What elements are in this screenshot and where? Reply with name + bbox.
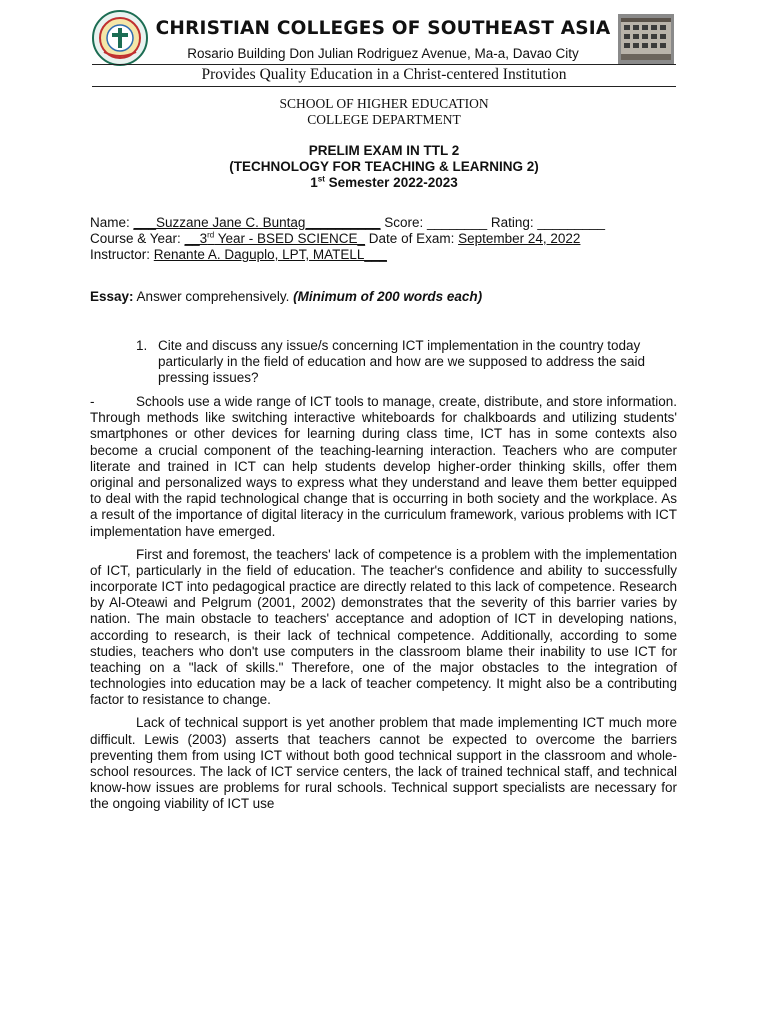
answer-paragraph — [90, 394, 677, 540]
question-text: Cite and discuss any issue/s concerning ICT implementation in the country today particularly in the field of education and how are we supposed to address the said pressing issues? — [158, 338, 646, 385]
building-photo-icon — [618, 14, 674, 64]
score-label: Score: — [380, 215, 428, 230]
institution-name: CHRISTIAN COLLEGES OF SOUTHEAST ASIA — [155, 18, 611, 39]
essay-instruction-text: Answer comprehensively. — [133, 289, 294, 304]
info-row-course — [90, 231, 690, 247]
institution-address: Rosario Building Don Julian Rodriguez Avenue, Ma-a, Davao City — [187, 46, 579, 61]
school-name: SCHOOL OF HIGHER EDUCATION — [279, 96, 489, 111]
answer-paragraph: Lack of technical support is yet another problem that made implementing ICT much more difficult. Lewis (2003) asserts that teachers cannot be expected to overcome the barriers preventing them from using ICT without both good technical support in the classroom and whole-school resources. The lack of ICT service centers, the lack of trained technical staff, and technical know-how issues are problems for rural schools. Technical support specialists are necessary for the ongoing viability of ICT use — [90, 715, 677, 812]
essay-label: Essay: — [90, 289, 134, 304]
school-block — [92, 96, 676, 128]
course-year-number: __3 — [184, 231, 208, 246]
name-label: Name: — [90, 215, 134, 230]
question-item — [136, 338, 676, 386]
course-label: Course & Year: — [90, 231, 185, 246]
rating-label: Rating: — [487, 215, 538, 230]
semester-text: Semester 2022-2023 — [324, 175, 458, 190]
essay-instruction — [90, 289, 482, 304]
date-label: Date of Exam: — [365, 231, 459, 246]
department-name: COLLEGE DEPARTMENT — [307, 112, 461, 127]
header-divider-bottom — [92, 86, 676, 87]
exam-subtitle: (TECHNOLOGY FOR TEACHING & LEARNING 2) — [229, 159, 539, 174]
exam-title: PRELIM EXAM IN TTL 2 — [308, 143, 460, 158]
score-value: ________ — [427, 215, 488, 230]
answer-paragraph-1-text: Schools use a wide range of ICT tools to manage, create, distribute, and store information. Through methods like switching interactive whiteboards for chalkboards and utilizing students' smartphones or other devices for learning during class time, ICT has in some contexts also become a crucial component of the teaching-learning interaction. Teachers who are computer literate and trained in ICT can help students develop higher-order thinking skills, offer them original and personalized ways to express what they understand and leave them better equipped to deal with the rapid technological change that is occurring in both society and the workplace. As a result of the importance of digital literacy in the curriculum framework, various problems with ICT implementation have emerged. — [90, 394, 677, 539]
answer-body — [90, 394, 677, 819]
info-row-instructor — [90, 247, 690, 263]
course-program: Year - BSED SCIENCE_ — [214, 231, 366, 246]
name-value: ___Suzzane Jane C. Buntag__________ — [133, 215, 381, 230]
header-divider-top — [92, 64, 676, 65]
course-value — [185, 231, 365, 246]
seal-logo-icon — [92, 10, 148, 66]
semester-suffix: st — [317, 174, 325, 184]
essay-word-note: (Minimum of 200 words each) — [293, 289, 483, 304]
student-info — [90, 215, 690, 263]
institution-tagline: Provides Quality Education in a Christ-centered Institution — [201, 66, 567, 83]
info-row-name — [90, 215, 690, 231]
answer-dash: - — [90, 394, 95, 409]
instructor-label: Instructor: — [90, 247, 154, 262]
instructor-value: Renante A. Daguplo, LPT, MATELL___ — [153, 247, 387, 262]
rating-value: _________ — [537, 215, 605, 230]
exam-title-block — [92, 143, 676, 191]
answer-paragraph: First and foremost, the teachers' lack of competence is a problem with the implementation of ICT, particularly in the field of education. The teacher's confidence and ability to successfully incorporate ICT into pedagogical practice are directly related to this lack of competence. Research by Al-Oteawi and Pelgrum (2001, 2002) demonstrates that the severity of this barrier varies by nation. The main obstacle to teachers' acceptance and adoption of ICT in developing nations, according to research, is their lack of technical competence. Additionally, according to some studies, teachers who don't use computers in the classroom blame their inability to use ICT for teaching on a "lack of skills." Therefore, one of the major obstacles to the integration of technologies into education may be a lack of teacher competency. It might also be a contributing factor to resistance to change. — [90, 546, 677, 708]
semester-number: 1 — [310, 175, 318, 190]
date-value: September 24, 2022 — [458, 231, 581, 246]
course-year-suffix: rd — [207, 230, 215, 240]
question-number: 1. — [136, 338, 148, 353]
exam-semester — [92, 175, 676, 191]
